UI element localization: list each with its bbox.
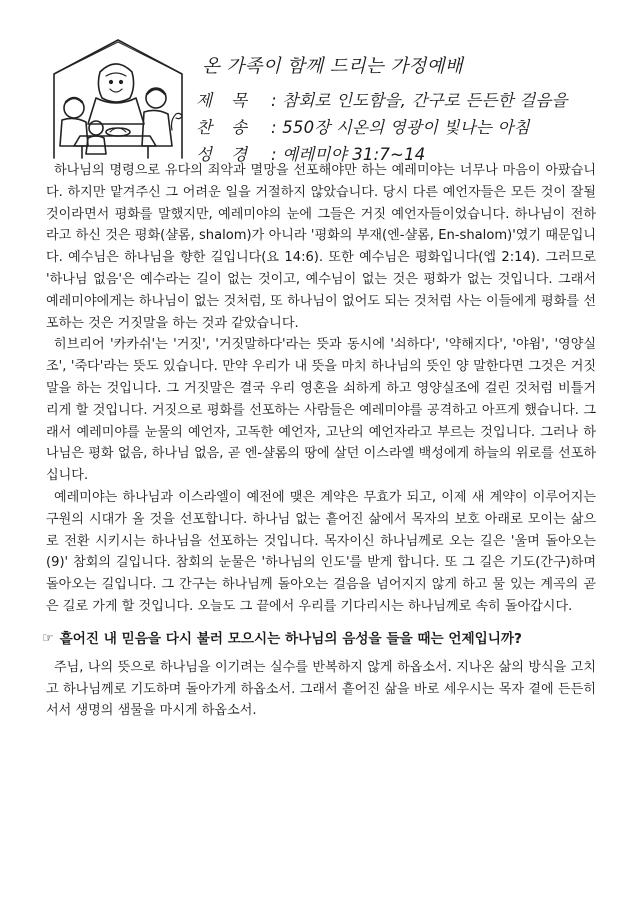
meta-label: 제 목 [196,91,255,110]
meta-label: 찬 송 [196,118,255,137]
meta-value: : 참회로 인도함을, 간구로 든든한 걸음을 [271,91,568,110]
small-child-figure [89,121,103,135]
family-worship-illustration [40,36,192,164]
body-paragraph: 예레미야는 하나님과 이스라엘이 예전에 맺은 계약은 무효가 되고, 이제 새 계약이 이루어지는 구원의 시대가 올 것을 선포합니다. 하나님 없는 흩어진 삶에서 목자의 보호 아래로 모이는 삶으로 전환 시키시는 하나님을 선포하는 것입니다. 목자이신 하나님께로 오는 길은 '울며 돌아오는(9)' 참회의 길입니다. 참회의 눈물은 '하나님의 인도'를 받게 합니다. 또 그 길은 기도(간구)하며 돌아오는 길입니다. 그 간구는 하나님께 돌아오는 걸음을 넘어지지 않게 하고 물 있는 계곡의 곧은 길로 가게 할 것입니다. 오늘도 그 끝에서 우리를 기다리시는 하나님께로 속히 돌아갑시다. [46,489,596,614]
page-title: 온 가족이 함께 드리는 가정예배 [202,56,463,77]
meta-value: : 예레미야 31:7~14 [271,145,426,164]
header [196,52,616,168]
meta-row-topic [196,87,616,114]
question-text: 흩어진 내 믿음을 다시 불러 모으시는 하나님의 음성을 들을 때는 언제입니까? [59,630,522,647]
meta-value: : 550장 시온의 영광이 빛나는 아침 [271,118,530,137]
meta-label: 성 경 [196,145,255,164]
meta-row-hymn [196,114,616,141]
pointing-hand-icon: ☞ [42,630,54,646]
center-figure [98,64,133,102]
flowers [172,113,183,130]
document-body [42,160,596,722]
body-paragraph: 히브리어 '카카쉬'는 '거짓', '거짓말하다'라는 뜻과 동시에 '쇠하다', '약해지다', '야윔', '영양실조', '죽다'라는 뜻도 있습니다. 만약 우리가 내 뜻을 마치 하나님의 뜻인 양 말한다면 그것은 거짓말을 하는 것입니다. 그 거짓말은 결국 우리 영혼을 쇠하게 하고 영양실조에 걸린 것처럼 비틀거리게 할 것입니다. 거짓으로 평화를 선포하는 사람들은 예레미야를 공격하고 아프게 했습니다. 그래서 예레미야를 눈물의 예언자, 고독한 예언자, 고난의 예언자라고 부르는 것입니다. 그러나 하나님은 평화 없음, 하나님 없음, 곧 엔-샬롬의 땅에 살던 이스라엘 백성에게 하늘의 위로를 선포하십니다. [46,337,596,484]
reflection-question [42,627,596,651]
table [74,136,156,146]
body-paragraph: 하나님의 명령으로 유다의 죄악과 멸망을 선포해야만 하는 예레미야는 너무나 마음이 아팠습니다. 하지만 맡겨주신 그 어려운 일을 거절하지 않았습니다. 당시 다른 예언자들은 모든 것이 잘될 것이라면서 평화를 말했지만, 예레미야의 눈에 그들은 거짓 예언자들이었습니다. 하나님이 전하라고 하신 것은 평화(샬롬, shalom)가 아니라 '평화의 부재(엔-샬롬, En-shalom)'였기 때문입니다. 예수님은 하나님을 향한 길입니다(요 14:6). 또한 예수님은 평화입니다(엡 2:14). 그러므로 '하나님 없음'은 예수라는 길이 없는 것이고, 예수님이 없는 것은 평화가 없는 것입니다. 그래서 예레미야에게는 하나님이 없는 것처럼, 또 하나님이 없어도 되는 것처럼 사는 이들에게 평화를 선포하는 것은 거짓말을 하는 것과 같았습니다. [46,163,596,331]
prayer-paragraph: 주님, 나의 뜻으로 하나님을 이기려는 실수를 반복하지 않게 하옵소서. 지나온 삶의 방식을 고치고 하나님께로 기도하며 돌아가게 하옵소서. 그래서 흩어진 삶을 바로 세우시는 목자 곁에 든든히 서서 생명의 샘물을 마시게 하옵소서. [46,659,596,719]
